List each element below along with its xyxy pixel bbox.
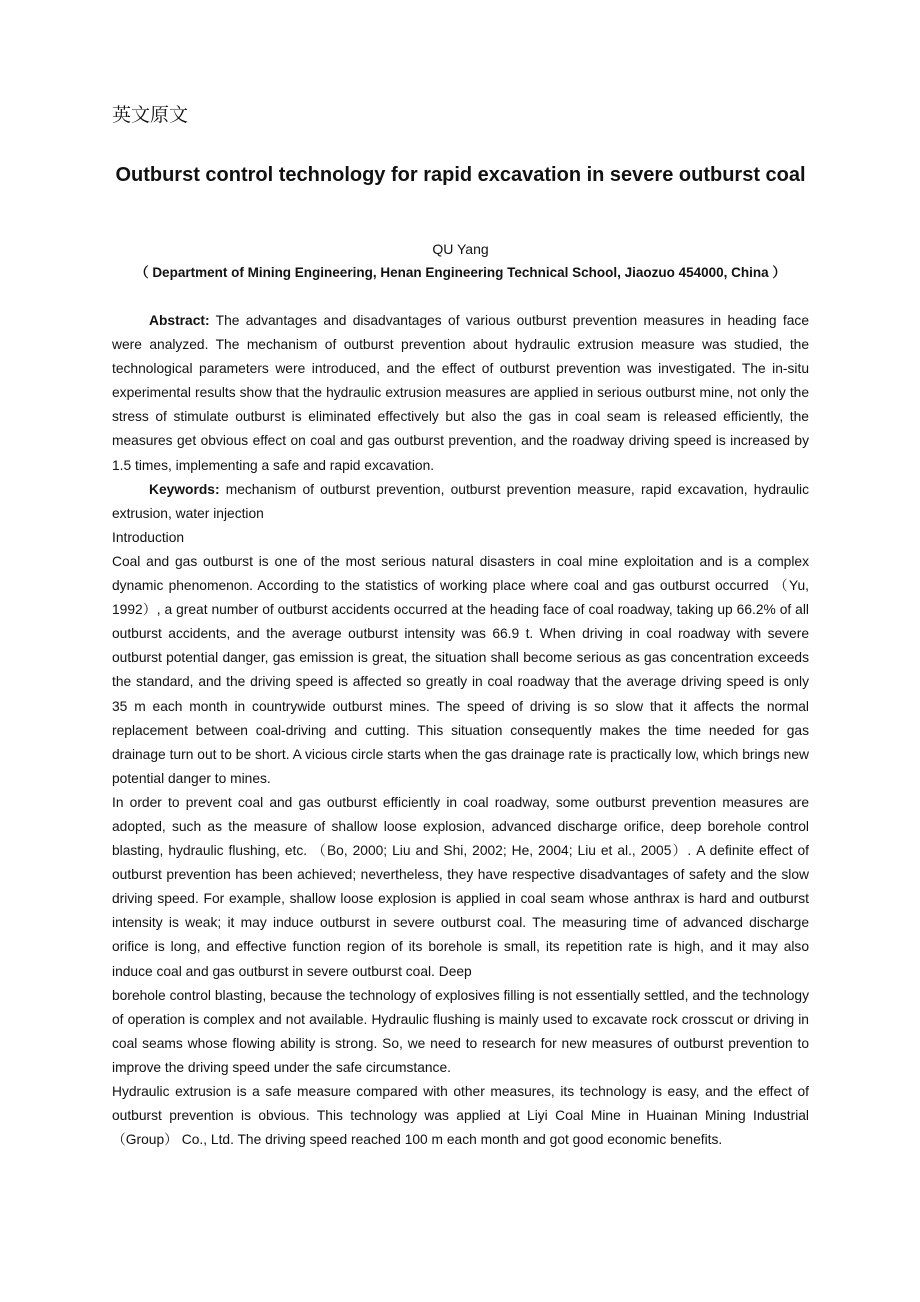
keywords-paragraph xyxy=(112,478,809,526)
abstract-paragraph xyxy=(112,309,809,478)
body-paragraph-4: Hydraulic extrusion is a safe measure compared with other measures, its technology is easy, and the effect of outburst prevention is obvious. This technology was applied at Liyi Coal Mine in Huainan Mining Industrial （Group） Co., Ltd. The driving speed reached 100 m each month and got good economic benefits. xyxy=(112,1084,809,1148)
abstract-label: Abstract: xyxy=(149,313,210,328)
section-label: 英文原文 xyxy=(112,104,189,126)
abstract-text: The advantages and disadvantages of various outburst prevention measures in heading face were analyzed. The mechanism of outburst prevention about hydraulic extrusion measure was studied, the technological parameters were introduced, and the effect of outburst prevention was investigated. The in-situ experimental results show that the hydraulic extrusion measures are applied in serious outburst mine, not only the stress of stimulate outburst is eliminated effectively but also the gas in coal seam is released efficiently, the measures get obvious effect on coal and gas outburst prevention, and the roadway driving speed is increased by 1.5 times, implementing a safe and rapid excavation. xyxy=(112,313,809,473)
introduction-heading: Introduction xyxy=(112,529,185,545)
author-affiliation: （ Department of Mining Engineering, Henan Engineering Technical School, Jiaozuo 454000, China ） xyxy=(135,265,786,280)
body-paragraph-3: borehole control blasting, because the technology of explosives filling is not essentially settled, and the technology of operation is complex and not available. Hydraulic flushing is mainly used to excavate rock crosscut or driving in coal seams whose flowing ability is strong. So, we need to research for new measures of outburst prevention to improve the driving speed under the safe circumstance. xyxy=(112,987,809,1075)
author-name: QU Yang xyxy=(432,241,489,257)
keywords-label: Keywords: xyxy=(149,481,220,497)
body-paragraph-1: Coal and gas outburst is one of the most serious natural disasters in coal mine exploitation and is a complex dynamic phenomenon. According to the statistics of working place where coal and gas outburst occurred （Yu, 1992）, a great number of outburst accidents occurred at the heading face of coal roadway, taking up 66.2% of all outburst accidents, and the average outburst intensity was 66.9 t. When driving in coal roadway with severe outburst potential danger, gas emission is great, the situation shall become serious as gas concentration exceeds the standard, and the driving speed is affected so greatly in coal roadway that the average driving speed is only 35 m each month in countrywide outburst mines. The speed of driving is so slow that it affects the normal replacement between coal-driving and cutting. This situation consequently makes the time needed for gas drainage turn out to be short. A vicious circle starts when the gas drainage rate is practically low, which brings new potential danger to mines. xyxy=(112,553,809,786)
paper-body xyxy=(112,309,809,1152)
paper-title: Outburst control technology for rapid excavation in severe outburst coal xyxy=(115,164,806,186)
keywords-text: mechanism of outburst prevention, outburst prevention measure, rapid excavation, hydraulic extrusion, water injection xyxy=(112,481,809,521)
body-paragraph-2: In order to prevent coal and gas outburst efficiently in coal roadway, some outburst prevention measures are adopted, such as the measure of shallow loose explosion, advanced discharge orifice, deep borehole control blasting, hydraulic flushing, etc. （Bo, 2000; Liu and Shi, 2002; He, 2004; Liu et al., 2005）. A definite effect of outburst prevention has been achieved; nevertheless, they have respective disadvantages of safety and the slow driving speed. For example, shallow loose explosion is applied in coal seam whose anthrax is hard and outburst intensity is weak; it may induce outburst in severe outburst coal. The measuring time of advanced discharge orifice is long, and effective function region of its borehole is small, its repetition rate is high, and it may also induce coal and gas outburst in severe outburst coal. Deep xyxy=(112,794,809,979)
